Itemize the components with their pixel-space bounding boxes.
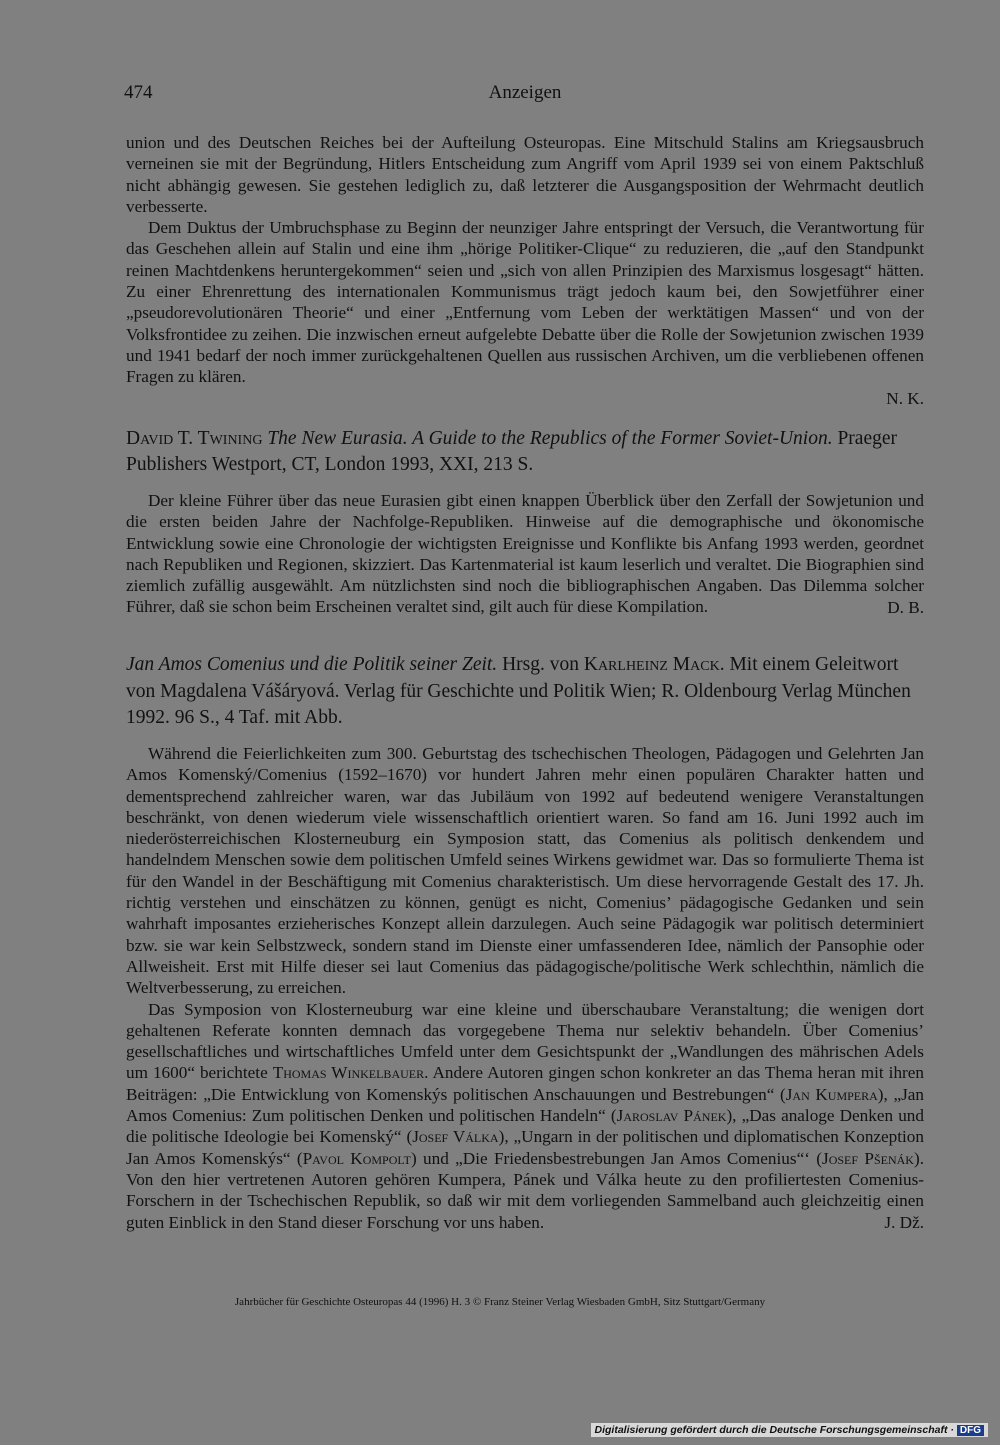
paragraph: Während die Feierlichkeiten zum 300. Geburtstag des tschechischen Theologen, Pädagogen und Gelehrten Jan Amos Komenský/Comenius (1592–1670) vor hundert Jahren mehr einen populären Charakter hatten und dementsprechend zahlreicher waren, war das Jubiläum von 1992 auf bedeutend wenigere Veranstaltungen beschränkt, von denen wiederum viele wissenschaftlich orientiert waren. So fand am 16. Juni 1992 auch im niederösterreichischen Klosterneuburg ein Symposion statt, das Comenius als politisch denkendem und handelndem Menschen sowie dem politischen Umfeld seines Wirkens gewidmet war. Das so formulierte Thema ist für den Wandel in der Beschäftigung mit Comenius charakteristisch. Um diese hervorragende Gestalt des 17. Jh. richtig verstehen und einschätzen zu können, genügt es nicht, Comenius’ pädagogische Gedanken und sein wahrhaft imposantes erzieherisches Konzept allein darzulegen. Auch seine Pädagogik war politisch determiniert bzw. sie war kein Selbstzweck, sondern stand im Dienste einer umfassenderen Idee, nämlich der Pansophie oder Allweisheit. Erst mit Hilfe dieser sei laut Comenius das pädagogische/politische Werk schlechthin, nämlich die Weltverbesserung, zu erreichen. bbox=[126, 744, 924, 998]
review-2-heading bbox=[126, 426, 926, 478]
cited-author: Jan Kumpera bbox=[785, 1084, 878, 1104]
text-run: Das Symposion von Klosterneuburg war eine kleine und überschaubare Veranstaltung; die wenigen dort gehaltenen Referate konnten demnach das vorgegebene Thema nur selektiv behandeln. Über Comenius’ gesellschaftliches und wirtschaftliches Umfeld unter dem Gesichtspunkt der „Wandlungen des mährischen Adels um 1600“ berichtete bbox=[126, 999, 924, 1083]
digitization-watermark bbox=[591, 1423, 989, 1437]
cited-author: Josef Pšenák bbox=[822, 1148, 914, 1168]
editor-name: Karlheinz Mack bbox=[583, 654, 720, 675]
publisher-info: . Mit einem Geleitwort von Magdalena Vášáryová. Verlag für Geschichte und Politik Wien; R. Oldenbourg Verlag München 1992. 96 S., 4 Taf. mit Abb. bbox=[126, 654, 911, 728]
watermark-text: Digitalisierung gefördert durch die Deutsche Forschungsgemeinschaft · bbox=[594, 1424, 954, 1436]
review-3-heading bbox=[126, 652, 926, 732]
text-run: ), „Das analoge Denken und die politische Ideologie bei Komenský“ ( bbox=[126, 1106, 924, 1147]
text-run: ). Von den hier vertretenen Autoren gehören Kumpera, Pánek und Válka heute zu den profiliertesten Comenius-Forschern in der Tschechischen Republik, so daß wir mit dem vorliegenden Sammelband auch gleichzeitig einen guten Einblick in den Stand dieser Forschung vor uns haben. bbox=[126, 1148, 924, 1232]
review-3-body bbox=[126, 743, 924, 1233]
reviewer-signature: N. K. bbox=[886, 388, 924, 408]
text-run: ), „Ungarn in der politischen und diplomatischen Konzeption Jan Amos Komenskýs“ ( bbox=[126, 1127, 924, 1168]
reviewer-signature: J. Dž. bbox=[884, 1212, 924, 1232]
book-title: Jan Amos Comenius und die Politik seiner Zeit. bbox=[126, 654, 498, 675]
paragraph bbox=[126, 999, 924, 1233]
editor-prefix: Hrsg. von bbox=[502, 654, 579, 675]
dfg-logo-icon: DFG bbox=[957, 1425, 984, 1436]
page-number: 474 bbox=[124, 82, 153, 103]
book-title: The New Eurasia. A Guide to the Republics of the Former Soviet-Union. bbox=[267, 428, 833, 449]
text-run: ), „Jan Amos Comenius: Zum politischen Denken und politischen Handeln“ ( bbox=[126, 1084, 924, 1126]
paragraph: Der kleine Führer über das neue Eurasien gibt einen knappen Überblick über den Zerfall der Sowjetunion und die ersten beiden Jahre der Nachfolge-Republiken. Hinweise auf die demographische und ökonomische Entwicklung sowie eine Chronologie der wichtigsten Ereignisse und Konflikte bis Anfang 1993 werden, geordnet nach Republiken und Regionen, skizziert. Das Kartenmaterial ist kaum leserlich und veraltet. Die Biographien sind ziemlich zufällig ausgewählt. Am nützlichsten sind noch die bibliographischen Angaben. Das Dilemma solcher Führer, daß sie schon beim Erscheinen veraltet sind, gilt auch für diese Kompilation. bbox=[126, 491, 924, 617]
text-run: ) und „Die Friedensbestrebungen Jan Amos Comenius“‘ ( bbox=[410, 1148, 823, 1168]
text-run: . Andere Autoren gingen schon konkreter an das Thema heran mit ihren Beiträgen: „Die Entwicklung von Komenskýs politischen Anschauungen und Bestrebungen“ ( bbox=[126, 1063, 924, 1104]
cited-author: Josef Válka bbox=[412, 1127, 499, 1147]
paragraph: union und des Deutschen Reiches bei der Aufteilung Osteuropas. Eine Mitschuld Stalins am Kriegsausbruch verneinen sie mit der Begründung, Hitlers Entscheidung zum Angriff vom April 1939 sei von einem Paktschluß nicht abhängig gewesen. Sie gestehen lediglich zu, daß letzterer die Ausgangsposition der Wehrmacht deutlich verbesserte. bbox=[126, 133, 924, 216]
review-2-body bbox=[126, 490, 924, 618]
author-name: David T. Twining bbox=[126, 428, 263, 449]
running-title: Anzeigen bbox=[488, 82, 562, 103]
paragraph: Dem Duktus der Umbruchsphase zu Beginn der neunziger Jahre entspringt der Versuch, die Verantwortung für das Geschehen allein auf Stalin und eine ihm „hörige Politiker-Clique“ zu reduzieren, die „auf den Standpunkt reinen Machtdenkens heruntergekommen“ seien und „sich von allen Prinzipien des Marxismus losgesagt“ hätten. Zu einer Ehrenrettung des internationalen Kommunismus trägt jedoch kaum bei, den Sowjetführer einer „pseudorevolutionären Theorie“ und einer „Entfernung vom Leben der werktätigen Massen“ und von der Volksfrontidee zu zeihen. Die inzwischen erneut aufgelebte Debatte über die Rolle der Sowjetunion zwischen 1939 und 1941 bedarf der noch immer zurückgehaltenen Quellen aus russischen Archiven, um die verbliebenen offenen Fragen zu klären. bbox=[126, 218, 924, 387]
review-1-body bbox=[126, 132, 924, 409]
cited-author: Pavol Kompolt bbox=[302, 1148, 411, 1168]
reviewer-signature: D. B. bbox=[887, 597, 924, 617]
page-header bbox=[124, 82, 926, 110]
cited-author: Jaroslav Pánek bbox=[616, 1106, 727, 1126]
cited-author: Thomas Winkelbauer bbox=[272, 1063, 425, 1083]
journal-footer: Jahrbücher für Geschichte Osteuropas 44 (1996) H. 3 © Franz Steiner Verlag Wiesbaden GmbH, Sitz Stuttgart/Germany bbox=[234, 1296, 766, 1308]
publisher-info: Praeger Publishers Westport, CT, London 1993, XXI, 213 S. bbox=[126, 428, 898, 475]
